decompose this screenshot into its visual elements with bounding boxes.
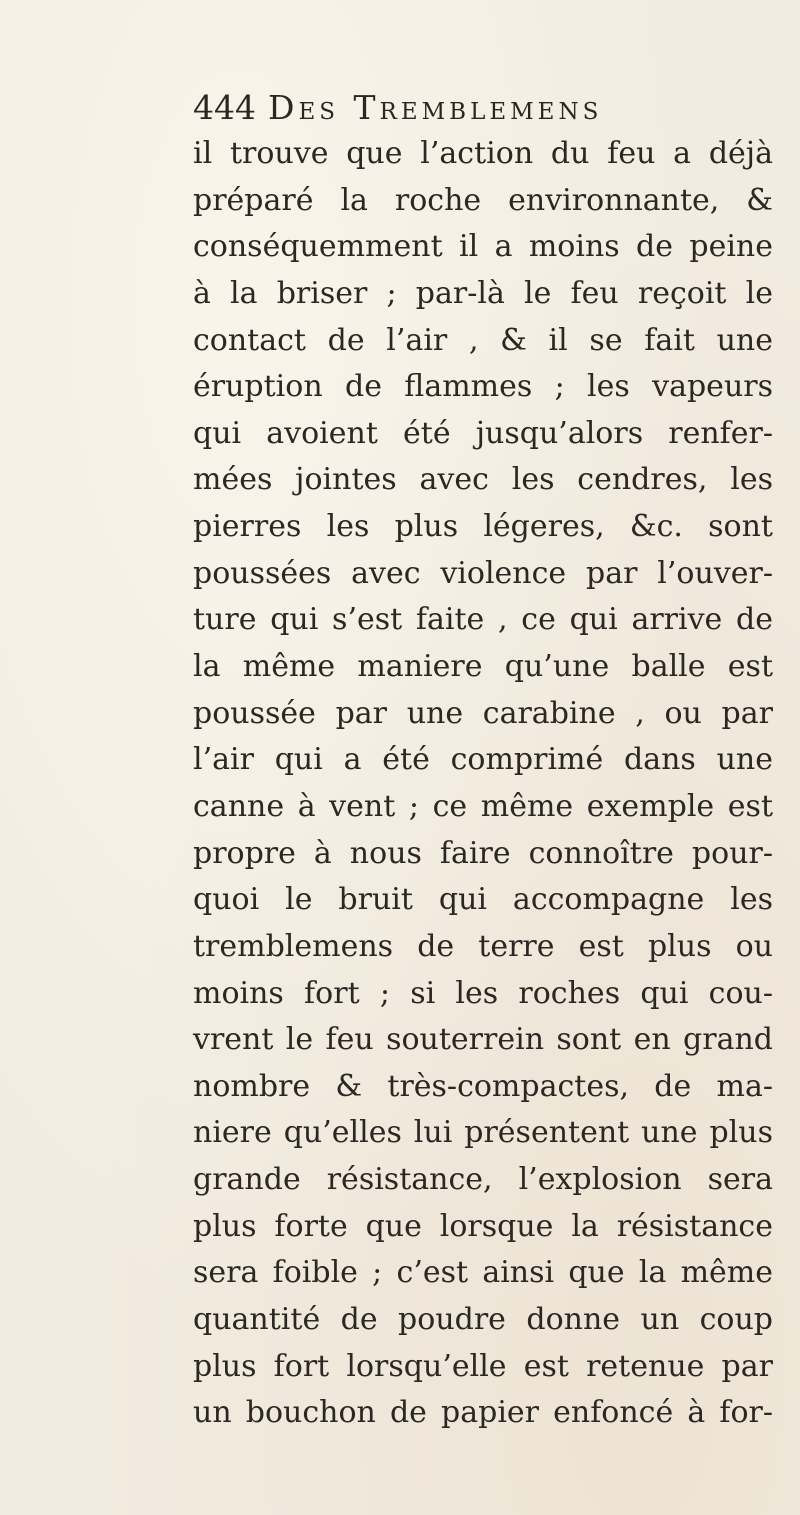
text-line: plus fort lorsqu’elle est retenue par: [193, 1348, 773, 1384]
text-line: poussées avec violence par l’ouver-: [193, 555, 773, 591]
text-line: moins fort ; si les roches qui cou-: [193, 975, 773, 1011]
text-line: un bouchon de papier enfoncé à for-: [193, 1395, 773, 1431]
text-line: préparé la roche environnante, &: [193, 182, 773, 218]
text-line: contact de l’air , & il se fait une: [193, 322, 773, 358]
text-line: pierres les plus légeres, &c. sont: [193, 509, 773, 545]
text-line: quoi le bruit qui accompagne les: [193, 882, 773, 918]
text-line: à la briser ; par-là le feu reçoit le: [193, 275, 773, 311]
text-line: niere qu’elles lui présentent une plus: [193, 1115, 773, 1151]
page-header: [193, 88, 602, 127]
text-line: ture qui s’est faite , ce qui arrive de: [193, 602, 773, 638]
text-line: poussée par une carabine , ou par: [193, 695, 773, 731]
text-line: nombre & très-compactes, de ma-: [193, 1068, 773, 1104]
text-line: mées jointes avec les cendres, les: [193, 462, 773, 498]
text-line: plus forte que lorsque la résistance: [193, 1208, 773, 1244]
text-line: la même maniere qu’une balle est: [193, 649, 773, 685]
text-line: il trouve que l’action du feu a déjà: [193, 136, 773, 171]
page-number: 444: [193, 88, 256, 127]
text-line: canne à vent ; ce même exemple est: [193, 788, 773, 824]
body-text: [193, 131, 773, 1437]
text-line: sera foible ; c’est ainsi que la même: [193, 1255, 773, 1291]
text-line: grande résistance, l’explosion sera: [193, 1162, 773, 1198]
running-title: Des Tremblemens: [268, 88, 603, 127]
text-line: conséquemment il a moins de peine: [193, 229, 773, 265]
text-line: l’air qui a été comprimé dans une: [193, 742, 773, 778]
text-line: propre à nous faire connoître pour-: [193, 835, 773, 871]
text-line: quantité de poudre donne un coup: [193, 1302, 773, 1338]
text-line: vrent le feu souterrein sont en grand: [193, 1022, 773, 1058]
text-line: qui avoient été jusqu’alors renfer-: [193, 415, 773, 451]
text-line: éruption de flammes ; les vapeurs: [193, 369, 773, 405]
text-line: tremblemens de terre est plus ou: [193, 928, 773, 964]
